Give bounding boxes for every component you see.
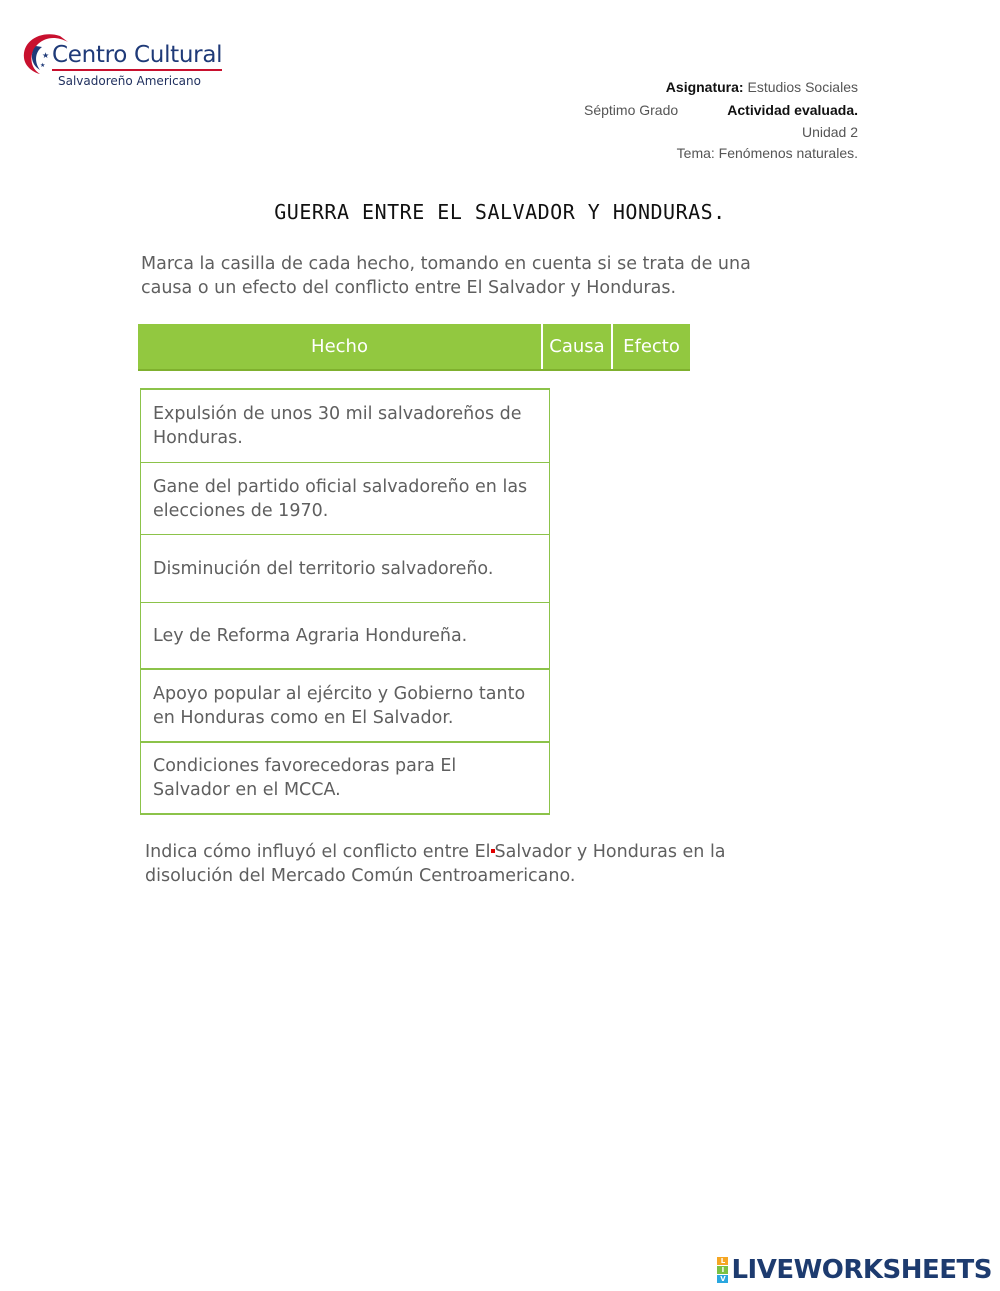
subject-value: Estudios Sociales [747,79,858,95]
instructions-second-part-b: Salvador y Honduras en la disolución del Mercado Común Centroamericano. [145,842,726,886]
table-header [138,324,690,371]
instructions-second-part-a: Indica cómo influyó el conflicto entre El [145,842,491,862]
liveworksheets-badge [717,1255,992,1285]
subject-label: Asignatura: [665,79,744,95]
header-efecto: Efecto [623,336,680,357]
school-logo [18,30,228,92]
logo-letter-v: V [717,1275,728,1283]
table-row: Ley de Reforma Agraria Hondureña. [141,603,549,670]
activity-type: Actividad evaluada. [727,102,858,118]
liveworksheets-logo-icon [717,1257,728,1283]
table-row: Gane del partido oficial salvadoreño en las elecciones de 1970. [141,463,549,535]
instructions-second [145,840,765,888]
table-row: Disminución del territorio salvadoreño. [141,535,549,603]
header-hecho: Hecho [138,324,543,369]
liveworksheets-brand: LIVEWORKSHEETS [731,1255,992,1285]
header-causa: Causa [543,324,613,369]
page-title: GUERRA ENTRE EL SALVADOR Y HONDURAS. [274,200,726,224]
subject-line [666,79,858,95]
logo-letter-l: L [717,1257,728,1265]
instructions-first: Marca la casilla de cada hecho, tomando en cuenta si se trata de una causa o un efecto del conflicto entre El Salvador y Honduras. [141,254,751,298]
svg-text:★: ★ [42,51,50,60]
logo-letter-i: I [717,1266,728,1274]
unit-text: Unidad 2 [801,124,858,140]
logo-title: Centro Cultural [52,42,223,68]
table-row: Expulsión de unos 30 mil salvadoreños de Honduras. [141,390,549,463]
table-row: Condiciones favorecedoras para El Salvador en el MCCA. [141,743,549,815]
grade-text: Séptimo Grado [584,102,679,118]
topic-text: Tema: Fenómenos naturales. [676,145,858,161]
table-row: Apoyo popular al ejército y Gobierno tanto en Honduras como en El Salvador. [141,670,549,743]
facts-table [140,388,550,815]
logo-subtitle: Salvadoreño Americano [58,74,201,88]
svg-text:★: ★ [40,63,46,69]
